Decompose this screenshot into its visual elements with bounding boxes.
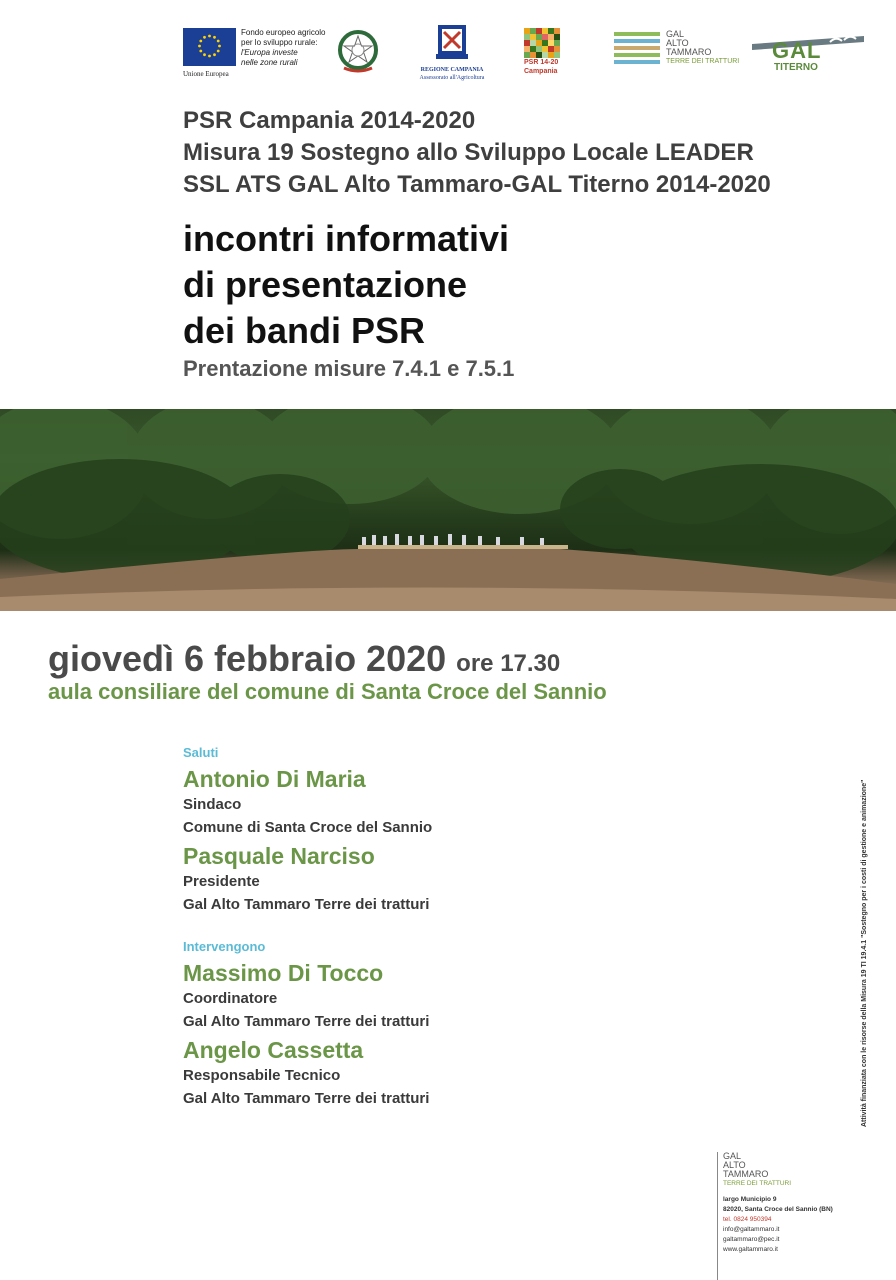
- psr-label: PSR 14-20: [524, 59, 559, 66]
- regione-campania-logo: [414, 24, 490, 80]
- eu-fund-text: Fondo europeo agricolo per lo sviluppo rurale: l'Europa investe nelle zone rurali: [241, 28, 326, 67]
- titerno-gal-text: GAL: [772, 38, 822, 63]
- speaker-block: [183, 960, 429, 1033]
- campania-sub: Assessorato all'Agricoltura: [419, 75, 485, 81]
- funding-note: Attività finanziata con le risorse della Misura 19 TI 19.4.1 "Sostegno per i costi di gestione e animazione": [861, 779, 868, 1127]
- italian-republic-emblem-icon: [336, 28, 380, 76]
- speaker-org: Gal Alto Tammaro Terre dei tratturi: [183, 1013, 430, 1030]
- heading-line-1: PSR Campania 2014-2020: [183, 107, 476, 134]
- footer-name-line: GAL: [723, 1151, 742, 1161]
- speaker-block: [183, 1037, 429, 1110]
- speaker-block: [183, 766, 432, 839]
- title-line-3: dei bandi PSR: [183, 310, 426, 351]
- speaker-role: Sindaco: [183, 796, 242, 813]
- footer-address-2: 82020, Santa Croce del Sannio (BN): [723, 1206, 833, 1213]
- title-line-1: incontri informativi: [183, 218, 510, 259]
- heading-line-3: SSL ATS GAL Alto Tammaro-GAL Titerno 2014-2020: [183, 171, 771, 198]
- event-time: ore 17.30: [456, 650, 561, 677]
- footer-web[interactable]: www.galtammaro.it: [723, 1246, 778, 1253]
- footer-sub: TERRE DEI TRATTURI: [723, 1180, 792, 1187]
- footer-name-line: ALTO: [723, 1160, 746, 1170]
- gal-alto-tammaro-logo: [614, 30, 744, 74]
- speaker-name: Angelo Cassetta: [183, 1037, 364, 1063]
- psr-sub: Campania: [524, 68, 558, 75]
- speaker-name: Antonio Di Maria: [183, 766, 366, 792]
- footer-email[interactable]: info@galtammaro.it: [723, 1226, 780, 1233]
- gal-alto-tammaro-text: GAL ALTO TAMMARO TERRE DEI TRATTURI: [666, 29, 740, 65]
- gal-titerno-logo: [752, 32, 864, 74]
- gal-stripes-icon: [614, 32, 660, 64]
- speaker-name: Pasquale Narciso: [183, 843, 375, 869]
- footer-contact: [723, 1152, 833, 1255]
- footer-name-line: TAMMARO: [723, 1169, 769, 1179]
- footer-address-1: largo Municipio 9: [723, 1196, 777, 1203]
- speaker-role: Responsabile Tecnico: [183, 1067, 341, 1084]
- saluti-label: Saluti: [183, 745, 219, 760]
- forest-clearing-photo: [0, 409, 896, 611]
- program-heading: [183, 105, 771, 201]
- event-place: aula consiliare del comune di Santa Croce del Sannio: [48, 679, 607, 704]
- speaker-block: [183, 843, 429, 916]
- speaker-role: Presidente: [183, 873, 260, 890]
- psr-logo: [524, 28, 568, 78]
- footer-divider: [717, 1152, 718, 1280]
- title-line-2: di presentazione: [183, 264, 468, 305]
- footer-pec[interactable]: galtammaro@pec.it: [723, 1236, 780, 1243]
- eu-flag-icon: [183, 28, 236, 66]
- speaker-org: Gal Alto Tammaro Terre dei tratturi: [183, 896, 430, 913]
- eu-logo: [183, 28, 326, 80]
- event-title: [183, 216, 509, 354]
- event-subtitle: Prentazione misure 7.4.1 e 7.5.1: [183, 356, 515, 381]
- speaker-org: Gal Alto Tammaro Terre dei tratturi: [183, 1090, 430, 1107]
- heading-line-2: Misura 19 Sostegno allo Sviluppo Locale LEADER: [183, 139, 754, 166]
- titerno-sub-text: TITERNO: [774, 62, 818, 73]
- psr-mosaic-icon: [524, 28, 560, 58]
- speaker-role: Coordinatore: [183, 990, 278, 1007]
- speaker-name: Massimo Di Tocco: [183, 960, 384, 986]
- event-date-text: giovedì 6 febbraio 2020: [48, 638, 447, 679]
- event-date: [48, 638, 560, 680]
- campania-shield-icon: [432, 24, 472, 60]
- eu-label: Unione Europea: [183, 70, 229, 78]
- footer-tel: tel. 0824 950394: [723, 1216, 772, 1223]
- intervengono-label: Intervengono: [183, 939, 266, 954]
- speaker-org: Comune di Santa Croce del Sannio: [183, 819, 433, 836]
- campania-label: REGIONE CAMPANIA: [420, 67, 484, 73]
